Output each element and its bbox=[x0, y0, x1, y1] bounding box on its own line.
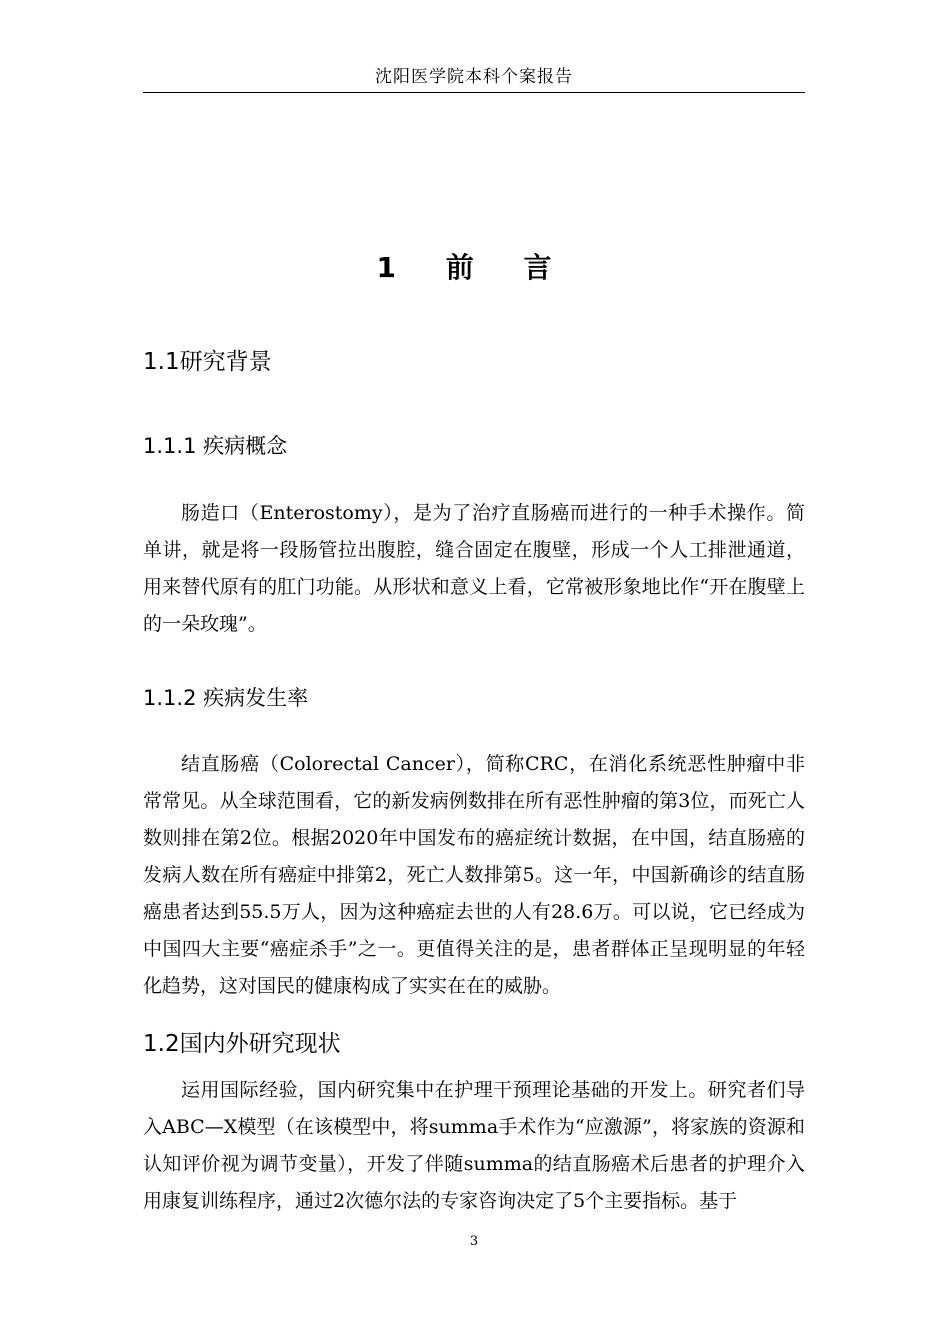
subsection-heading-disease-concept: 1.1.1 疾病概念 bbox=[143, 434, 288, 458]
section-heading-research-background: 1.1研究背景 bbox=[143, 349, 272, 375]
paragraph-research-status: 运用国际经验，国内研究集中在护理干预理论基础的开发上。研究者们导入ABC—X模型（在该模型中，将summa手术作为“应激源”，将家族的资源和认知评价视为调节变量），开发了伴随summa的结直肠癌术后患者的护理介入用康复训练程序，通过2次德尔法的专家咨询决定了5个主要指标。基于 bbox=[143, 1079, 805, 1212]
paragraph-incidence: 结直肠癌（Colorectal Cancer），简称CRC，在消化系统恶性肿瘤中非常常见。从全球范围看，它的新发病例数排在所有恶性肿瘤的第3位，而死亡人数则排在第2位。根据2020年中国发布的癌症统计数据，在中国，结直肠癌的发病人数在所有癌症中排第2，死亡人数排第5。这一年，中国新确诊的结直肠癌患者达到55.5万人，因为这种癌症去世的人有28.6万。可以说，它已经成为中国四大主要“癌症杀手”之一。更值得关注的是，患者群体正呈现明显的年轻化趋势，这对国民的健康构成了实实在在的威胁。 bbox=[143, 753, 805, 997]
subsection-heading-incidence: 1.1.2 疾病发生率 bbox=[143, 686, 309, 710]
page-number: 3 bbox=[469, 1234, 479, 1249]
paragraph-disease-concept: 肠造口（Enterostomy），是为了治疗直肠癌而进行的一种手术操作。简单讲，就是将一段肠管拉出腹腔，缝合固定在腹壁，形成一个人工排泄通道，用来替代原有的肛门功能。从形状和意义上看，它常被形象地比作“开在腹壁上的一朵玫瑰”。 bbox=[143, 502, 805, 635]
section-heading-research-status: 1.2国内外研究现状 bbox=[143, 1031, 341, 1057]
running-header: 沈阳医学院本科个案报告 bbox=[143, 62, 805, 93]
chapter-title: 1 前 言 bbox=[376, 251, 572, 284]
